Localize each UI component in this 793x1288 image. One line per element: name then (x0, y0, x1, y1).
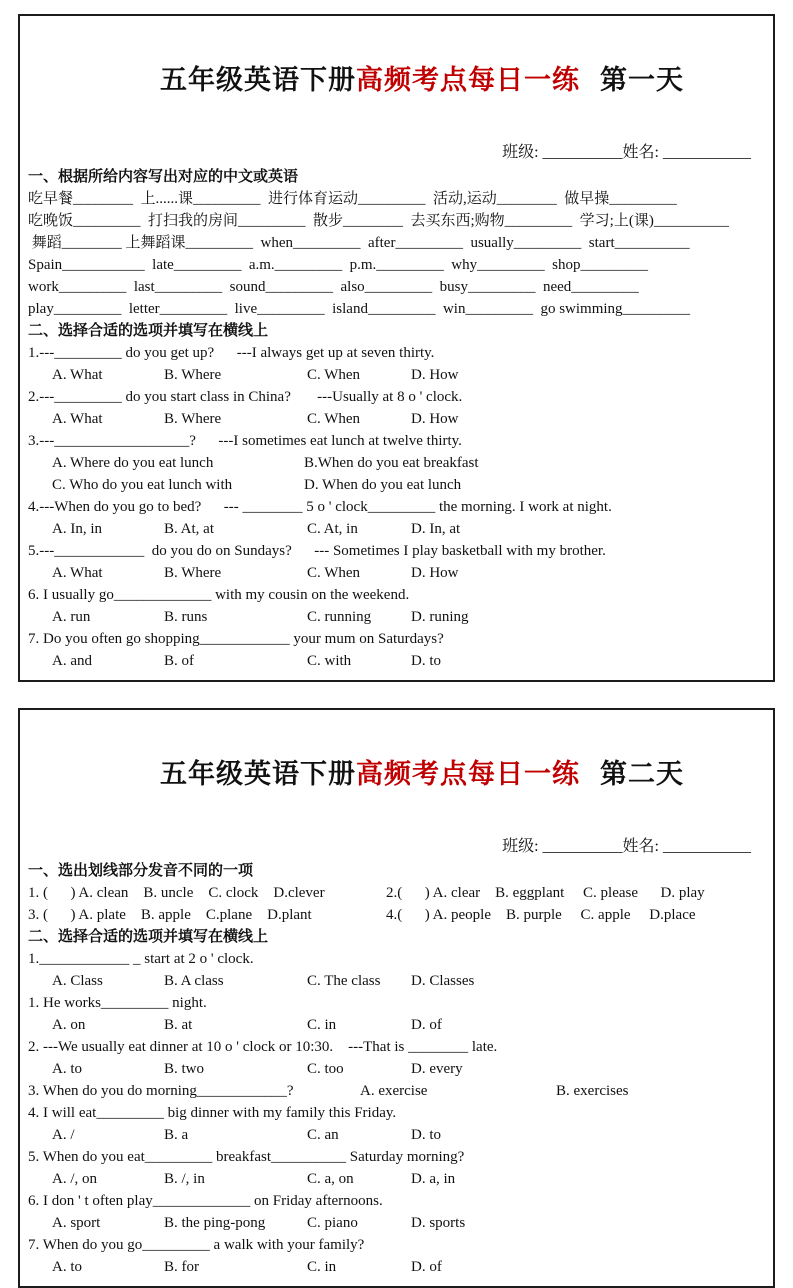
phonics-row (28, 882, 765, 904)
option: B. /, in (164, 1171, 205, 1187)
option: D. sports (411, 1215, 466, 1231)
options-row (28, 518, 765, 540)
option: D. How (411, 411, 459, 427)
option: C. a, on (307, 1171, 354, 1187)
options-row (28, 1058, 765, 1080)
title-book: 五年级英语下册 (160, 759, 356, 789)
question-text: 6. I don ' t often play_____________ on Friday afternoons. (28, 1193, 383, 1209)
phonics-row (28, 904, 765, 926)
option: C. piano (307, 1215, 358, 1231)
option: A. In, in (52, 521, 102, 537)
section-header-1: 一、根据所给内容写出对应的中文或英语 (28, 169, 299, 185)
option: C. The class (307, 973, 381, 989)
question-text: 6. I usually go_____________ with my cousin on the weekend. (28, 587, 410, 603)
option: A. What (52, 565, 103, 581)
class-name-line: 班级: __________姓名: ___________ (502, 838, 751, 855)
option: D. every (411, 1061, 463, 1077)
option: A. on (52, 1017, 86, 1033)
option: A. /, on (52, 1171, 97, 1187)
section-header-2: 二、选择合适的选项并填写在横线上 (28, 323, 269, 339)
worksheet-box-day2 (18, 708, 775, 1288)
vocab-line: Spain___________ late_________ a.m._________ p.m._________ why_________ shop_________ (28, 257, 648, 273)
option: B. of (164, 653, 194, 669)
vocab-line: 吃早餐________ 上......课_________ 进行体育运动_________ 活动,运动________ 做早操_________ (28, 191, 677, 207)
options-row (28, 1256, 765, 1278)
question-text: 1.____________ _ start at 2 o ' clock. (28, 951, 254, 967)
options-row (28, 1014, 765, 1036)
option: B.When do you eat breakfast (304, 455, 479, 471)
option: C. in (307, 1259, 337, 1275)
option: B. Where (164, 411, 222, 427)
question-text: 1.---_________ do you get up? ---I always get up at seven thirty. (28, 345, 435, 361)
option: A. / (52, 1127, 75, 1143)
option: C. too (307, 1061, 344, 1077)
option: A. run (52, 609, 91, 625)
option: C. an (307, 1127, 339, 1143)
option: D. of (411, 1017, 442, 1033)
question-text: 7. Do you often go shopping____________ your mum on Saturdays? (28, 631, 444, 647)
option: A. sport (52, 1215, 101, 1231)
question-text: 1. He works_________ night. (28, 995, 207, 1011)
question-text: 5. When do you eat_________ breakfast__________ Saturday morning? (28, 1149, 465, 1165)
option: C. When (307, 367, 361, 383)
option: B. a (164, 1127, 189, 1143)
option: B. the ping-pong (164, 1215, 266, 1231)
option: B. At, at (164, 521, 215, 537)
title-day: 第一天 (600, 65, 684, 95)
worksheet-box-day1 (18, 14, 775, 682)
option: B. at (164, 1017, 193, 1033)
option: D. a, in (411, 1171, 456, 1187)
options-row (28, 650, 765, 672)
option: B. Where (164, 367, 222, 383)
section-header-1: 一、选出划线部分发音不同的一项 (28, 863, 254, 879)
option: D. Classes (411, 973, 475, 989)
phonics-item: 3. ( ) A. plate B. apple C.plane D.plant (28, 907, 312, 923)
question-text: 2. ---We usually eat dinner at 10 o ' clock or 10:30. ---That is ________ late. (28, 1039, 498, 1055)
option: D. How (411, 367, 459, 383)
vocab-line: play_________ letter_________ live_________ island_________ win_________ go swimming_________ (28, 301, 691, 317)
options-row (28, 606, 765, 628)
options-row (28, 408, 765, 430)
options-row (28, 474, 765, 496)
options-row (28, 1212, 765, 1234)
option: D. In, at (411, 521, 461, 537)
worksheet-title-day2 (28, 714, 765, 834)
option: A. Class (52, 973, 103, 989)
option: A. to (52, 1259, 82, 1275)
option: B. for (164, 1259, 199, 1275)
option: B. Where (164, 565, 222, 581)
vocab-line: work_________ last_________ sound_________ also_________ busy_________ need_________ (28, 279, 639, 295)
worksheet-title-day1 (28, 20, 765, 140)
phonics-item: 2.( ) A. clear B. eggplant C. please D. play (386, 885, 705, 901)
question-text: 7. When do you go_________ a walk with your family? (28, 1237, 365, 1253)
option: D. to (411, 653, 441, 669)
option: A. and (52, 653, 92, 669)
title-highlight: 高频考点每日一练 (356, 65, 580, 95)
option: C. At, in (307, 521, 358, 537)
options-row (28, 562, 765, 584)
option: A. What (52, 367, 103, 383)
option: A. What (52, 411, 103, 427)
question-text: 5.---____________ do you do on Sundays? --- Sometimes I play basketball with my brother. (28, 543, 606, 559)
option: B. exercises (556, 1083, 629, 1099)
option: C. running (307, 609, 372, 625)
title-highlight: 高频考点每日一练 (356, 759, 580, 789)
option: D. runing (411, 609, 469, 625)
option: D. When do you eat lunch (304, 477, 462, 493)
phonics-item: 1. ( ) A. clean B. uncle C. clock D.clever (28, 885, 325, 901)
option: C. When (307, 411, 361, 427)
option: A. exercise (360, 1083, 428, 1099)
class-name-line: 班级: __________姓名: ___________ (502, 144, 751, 161)
option: B. A class (164, 973, 224, 989)
option: C. Who do you eat lunch with (52, 477, 233, 493)
question-text: 4. I will eat_________ big dinner with my family this Friday. (28, 1105, 397, 1121)
option: A. to (52, 1061, 82, 1077)
section-header-2: 二、选择合适的选项并填写在横线上 (28, 929, 269, 945)
option: B. two (164, 1061, 205, 1077)
option: D. to (411, 1127, 441, 1143)
options-row (28, 970, 765, 992)
question-text: 4.---When do you go to bed? --- ________ 5 o ' clock_________ the morning. I work at night. (28, 499, 612, 515)
phonics-item: 4.( ) A. people B. purple C. apple D.place (386, 907, 696, 923)
option: C. in (307, 1017, 337, 1033)
question-text: 3.---__________________? ---I sometimes eat lunch at twelve thirty. (28, 433, 462, 449)
option: C. with (307, 653, 352, 669)
options-row (28, 452, 765, 474)
options-row (28, 1168, 765, 1190)
option: C. When (307, 565, 361, 581)
question-text: 3. When do you do morning____________? (28, 1083, 294, 1099)
option: D. of (411, 1259, 442, 1275)
vocab-line: 舞蹈________ 上舞蹈课_________ when_________ after_________ usually_________ start__________ (28, 235, 690, 251)
option: A. Where do you eat lunch (52, 455, 214, 471)
question-text: 2.---_________ do you start class in China? ---Usually at 8 o ' clock. (28, 389, 463, 405)
title-book: 五年级英语下册 (160, 65, 356, 95)
option: B. runs (164, 609, 208, 625)
question-with-inline-options (28, 1080, 765, 1102)
option: D. How (411, 565, 459, 581)
options-row (28, 1124, 765, 1146)
options-row (28, 364, 765, 386)
title-day: 第二天 (600, 759, 684, 789)
vocab-line: 吃晚饭_________ 打扫我的房间_________ 散步________ 去买东西;购物_________ 学习;上(课)__________ (28, 213, 729, 229)
